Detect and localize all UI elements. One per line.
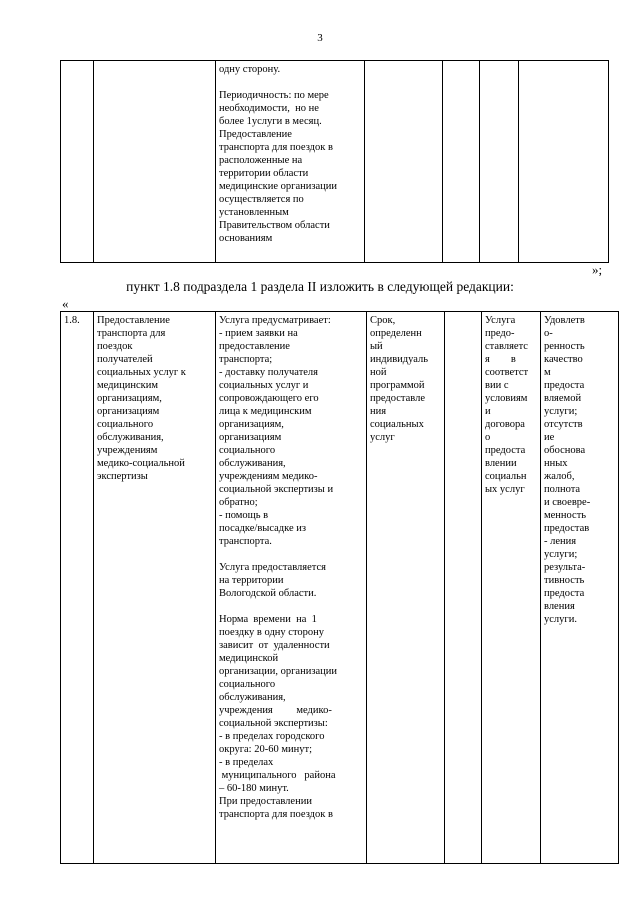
top-cell-term bbox=[365, 61, 443, 263]
service-name-line: организациям bbox=[97, 406, 160, 417]
quality-indicator-line: обоснова bbox=[544, 445, 586, 456]
top-description-line: одну сторону. bbox=[219, 64, 281, 75]
top-cell-num bbox=[61, 61, 94, 263]
service-description-line: округа: 20-60 минут; bbox=[219, 744, 312, 755]
top-table bbox=[60, 60, 609, 263]
service-description-line: обслуживания, bbox=[219, 458, 286, 469]
service-description-cell bbox=[216, 312, 367, 864]
service-name-line: Предоставление bbox=[97, 315, 170, 326]
top-description-line: необходимости, но не bbox=[219, 103, 319, 114]
service-description-line: Норма времени на 1 bbox=[219, 614, 317, 625]
service-term-line: ния bbox=[370, 406, 387, 417]
service-description-line: предоставление bbox=[219, 341, 290, 352]
service-conditions-line: ых услуг bbox=[485, 484, 525, 495]
service-description-line: - в пределах bbox=[219, 757, 274, 768]
service-conditions-line: вии с bbox=[485, 380, 509, 391]
service-term-line: ной bbox=[370, 367, 387, 378]
quality-indicator-line: тивность bbox=[544, 575, 585, 586]
service-description-line: обслуживания, bbox=[219, 692, 286, 703]
service-description-line: транспорта. bbox=[219, 536, 272, 547]
top-description-line: осуществляется по bbox=[219, 194, 304, 205]
service-term-line: социальных bbox=[370, 419, 424, 430]
main-table bbox=[60, 311, 619, 864]
service-description-line: Услуга предусматривает: bbox=[219, 315, 331, 326]
service-conditions-line: предоста bbox=[485, 445, 526, 456]
quality-indicator-line: ренность bbox=[544, 341, 585, 352]
service-name-line: экспертизы bbox=[97, 471, 148, 482]
service-term-line: Срок, bbox=[370, 315, 396, 326]
row-number: 1.8. bbox=[61, 312, 94, 864]
service-description-line: зависит от удаленности bbox=[219, 640, 330, 651]
service-description-line: на территории bbox=[219, 575, 284, 586]
top-description-line: основаниям bbox=[219, 233, 273, 244]
amendment-instruction: пункт 1.8 подраздела 1 раздела II изложить в следующей редакции: bbox=[126, 279, 514, 294]
service-description-line: лица к медицинским bbox=[219, 406, 312, 417]
service-description-line bbox=[219, 600, 363, 613]
service-description-line: муниципального района bbox=[219, 770, 336, 781]
top-cell-conditions bbox=[480, 61, 519, 263]
top-description-line: установленным bbox=[219, 207, 289, 218]
service-conditions-line: влении bbox=[485, 458, 517, 469]
service-description-line: транспорта; bbox=[219, 354, 273, 365]
service-description-line: транспорта для поездок в bbox=[219, 809, 333, 820]
quality-indicator-line: о- bbox=[544, 328, 553, 339]
service-name-line: транспорта для bbox=[97, 328, 166, 339]
service-conditions-line: о bbox=[485, 432, 491, 443]
quality-indicator-line: результа- bbox=[544, 562, 586, 573]
service-conditions-line: предо- bbox=[485, 328, 515, 339]
service-description-line: организациям bbox=[219, 432, 282, 443]
quality-indicator-line: услуги; bbox=[544, 549, 578, 560]
service-description-line: Вологодской области. bbox=[219, 588, 317, 599]
quality-indicator-line: вления bbox=[544, 601, 575, 612]
service-description-line: поездку в одну сторону bbox=[219, 627, 325, 638]
top-cell-name bbox=[94, 61, 216, 263]
top-description-line: Периодичность: по мере bbox=[219, 90, 329, 101]
service-name-line: получателей bbox=[97, 354, 153, 365]
quality-indicator-line: - ления bbox=[544, 536, 577, 547]
service-description-line: Услуга предоставляется bbox=[219, 562, 326, 573]
quality-indicator-line: отсутств bbox=[544, 419, 583, 430]
quality-indicator-line: ие bbox=[544, 432, 555, 443]
service-description-line: социальной экспертизы и bbox=[219, 484, 334, 495]
quality-indicator-line: услуги; bbox=[544, 406, 578, 417]
top-cell-description bbox=[216, 61, 365, 263]
service-term-line: программой bbox=[370, 380, 425, 391]
service-conditions-line: условиям bbox=[485, 393, 528, 404]
service-name-line: социального bbox=[97, 419, 154, 430]
service-description-line: При предоставлении bbox=[219, 796, 312, 807]
service-term-line: ый bbox=[370, 341, 383, 352]
top-description-line: медицинские организации bbox=[219, 181, 338, 192]
service-term-line: услуг bbox=[370, 432, 395, 443]
quality-indicator-line: предоста bbox=[544, 380, 585, 391]
service-description-line: - помощь в bbox=[219, 510, 269, 521]
opening-quote: « bbox=[62, 296, 69, 311]
service-term-line: индивидуаль bbox=[370, 354, 429, 365]
service-description-line: - прием заявки на bbox=[219, 328, 298, 339]
quality-indicator-line: и своевре- bbox=[544, 497, 591, 508]
service-name-line: учреждениям bbox=[97, 445, 158, 456]
service-conditions-line: договора bbox=[485, 419, 525, 430]
closing-quote: »; bbox=[592, 262, 603, 277]
service-name-line: обслуживания, bbox=[97, 432, 164, 443]
quality-indicator-line: полнота bbox=[544, 484, 581, 495]
top-description-line: Правительством области bbox=[219, 220, 330, 231]
service-description-line: учреждения медико- bbox=[219, 705, 332, 716]
service-description-line: посадке/высадке из bbox=[219, 523, 307, 534]
service-description-line: организации, организации bbox=[219, 666, 337, 677]
top-description-line bbox=[219, 76, 361, 89]
quality-indicator-line: м bbox=[544, 367, 551, 378]
service-description-line: учреждениям медико- bbox=[219, 471, 318, 482]
top-description-line: расположенные на bbox=[219, 155, 303, 166]
service-description-line: – 60-180 минут. bbox=[219, 783, 289, 794]
service-description-line: социального bbox=[219, 445, 276, 456]
service-term-line: определенн bbox=[370, 328, 422, 339]
service-name-line: медицинским bbox=[97, 380, 159, 391]
top-description-line: транспорта для поездок в bbox=[219, 142, 333, 153]
top-description-line: территории области bbox=[219, 168, 309, 179]
quality-indicator-line: менность bbox=[544, 510, 587, 521]
service-description-line bbox=[219, 548, 363, 561]
service-description-line: - в пределах городского bbox=[219, 731, 325, 742]
quality-indicator-line: предоста bbox=[544, 588, 585, 599]
blank-cell bbox=[445, 312, 482, 864]
service-description-line: обратно; bbox=[219, 497, 258, 508]
service-description-line: социального bbox=[219, 679, 276, 690]
service-term-cell bbox=[367, 312, 445, 864]
service-description-line: социальных услуг и bbox=[219, 380, 309, 391]
service-description-line: социальной экспертизы: bbox=[219, 718, 328, 729]
quality-indicator-line: качество bbox=[544, 354, 583, 365]
quality-indicators-cell bbox=[541, 312, 619, 864]
quality-indicator-line: нных bbox=[544, 458, 568, 469]
service-conditions-line: ставляетс bbox=[485, 341, 528, 352]
service-name-line: поездок bbox=[97, 341, 133, 352]
service-name-cell bbox=[94, 312, 216, 864]
service-description-line: организациям, bbox=[219, 419, 284, 430]
page-number: 3 bbox=[317, 32, 323, 44]
service-conditions-line: соответст bbox=[485, 367, 529, 378]
service-conditions-line: Услуга bbox=[485, 315, 516, 326]
top-cell-quality bbox=[519, 61, 609, 263]
service-name-line: социальных услуг к bbox=[97, 367, 186, 378]
service-conditions-line: я в bbox=[485, 354, 516, 365]
service-description-line: - доставку получателя bbox=[219, 367, 319, 378]
quality-indicator-line: Удовлетв bbox=[544, 315, 585, 326]
service-conditions-line: и bbox=[485, 406, 491, 417]
service-name-line: организациям, bbox=[97, 393, 162, 404]
top-description-line: более 1услуги в месяц. bbox=[219, 116, 322, 127]
service-name-line: медико-социальной bbox=[97, 458, 185, 469]
service-conditions-cell bbox=[482, 312, 541, 864]
top-cell-blank bbox=[443, 61, 480, 263]
quality-indicator-line: услуги. bbox=[544, 614, 577, 625]
service-conditions-line: социальн bbox=[485, 471, 527, 482]
service-term-line: предоставле bbox=[370, 393, 426, 404]
quality-indicator-line: предостав bbox=[544, 523, 590, 534]
top-description-line: Предоставление bbox=[219, 129, 292, 140]
quality-indicator-line: жалоб, bbox=[544, 471, 575, 482]
service-description-line: медицинской bbox=[219, 653, 279, 664]
quality-indicator-line: вляемой bbox=[544, 393, 582, 404]
service-description-line: сопровождающего его bbox=[219, 393, 319, 404]
